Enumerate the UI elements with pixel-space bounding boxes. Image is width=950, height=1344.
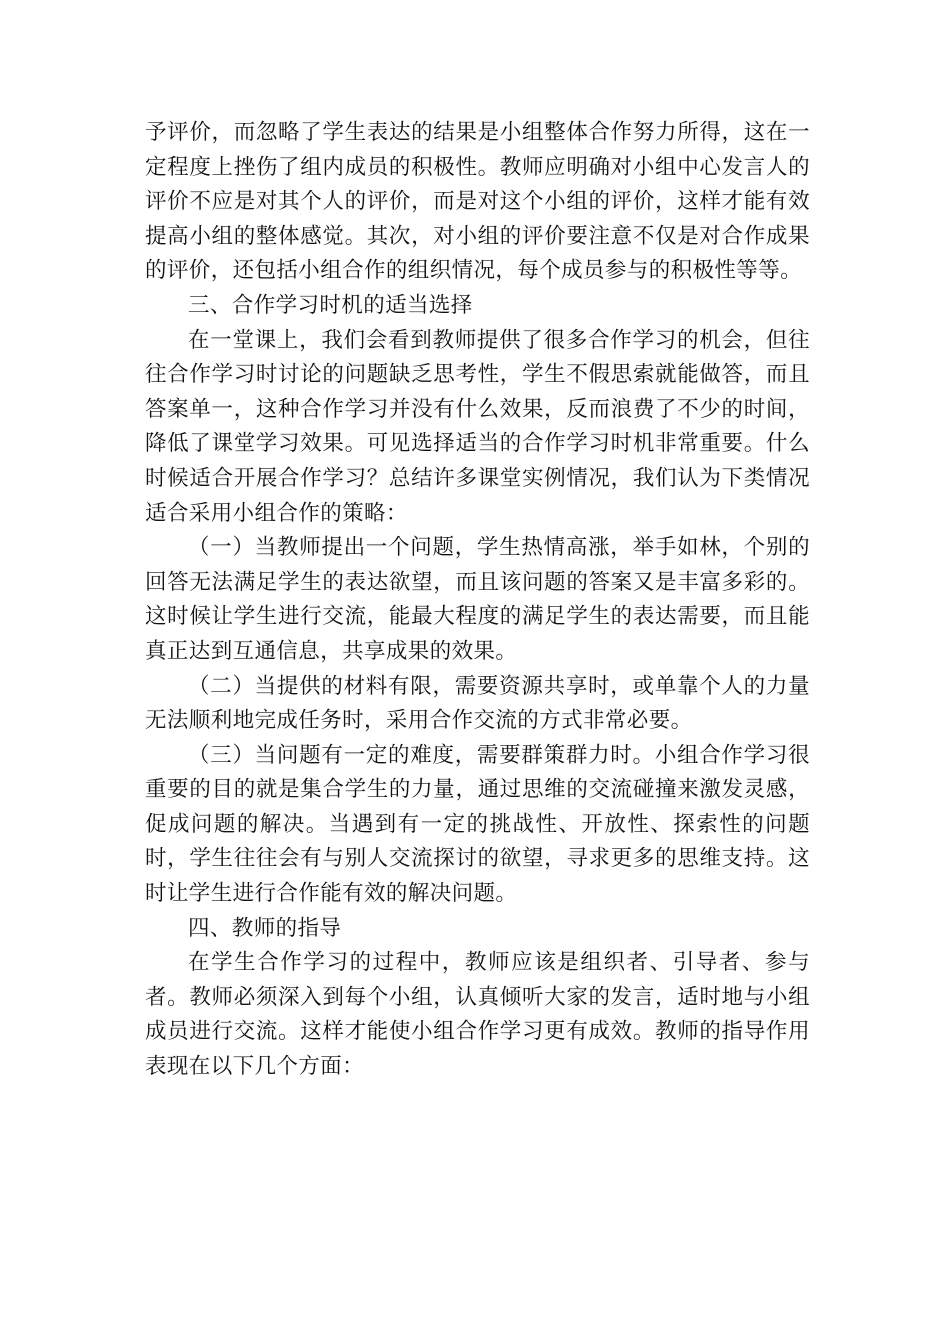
document-body [145,116,810,1085]
paragraph-case-1: （一）当教师提出一个问题，学生热情高涨，举手如林，个别的回答无法满足学生的表达欲望，而且该问题的答案又是丰富多彩的。这时候让学生进行交流，能最大程度的满足学生的表达需要，而且能真正达到互通信息，共享成果的效果。 [145,535,810,664]
section-heading-3: 三、合作学习时机的适当选择 [188,292,473,318]
paragraph-continued: 予评价，而忽略了学生表达的结果是小组整体合作努力所得，这在一定程度上挫伤了组内成员的积极性。教师应明确对小组中心发言人的评价不应是对其个人的评价，而是对这个小组的评价，这样才能有效提高小组的整体感觉。其次，对小组的评价要注意不仅是对合作成果的评价，还包括小组合作的组织情况，每个成员参与的积极性等等。 [145,120,810,284]
paragraph-case-2: （二）当提供的材料有限，需要资源共享时，或单靠个人的力量无法顺利地完成任务时，采用合作交流的方式非常必要。 [145,673,810,734]
paragraph-timing-intro: 在一堂课上，我们会看到教师提供了很多合作学习的机会，但往往合作学习时讨论的问题缺乏思考性，学生不假思索就能做答，而且答案单一，这种合作学习并没有什么效果，反而浪费了不少的时间，降低了课堂学习效果。可见选择适当的合作学习时机非常重要。什么时候适合开展合作学习？总结许多课堂实例情况，我们认为下类情况适合采用小组合作的策略： [145,327,810,526]
section-heading-4: 四、教师的指导 [188,915,342,941]
paragraph-case-3: （三）当问题有一定的难度，需要群策群力时。小组合作学习很重要的目的就是集合学生的力量，通过思维的交流碰撞来激发灵感，促成问题的解决。当遇到有一定的挑战性、开放性、探索性的问题时，学生往往会有与别人交流探讨的欲望，寻求更多的思维支持。这时让学生进行合作能有效的解决问题。 [145,742,810,907]
paragraph-teacher-guidance: 在学生合作学习的过程中，教师应该是组织者、引导者、参与者。教师必须深入到每个小组，认真倾听大家的发言，适时地与小组成员进行交流。这样才能使小组合作学习更有成效。教师的指导作用表现在以下几个方面： [145,950,810,1080]
